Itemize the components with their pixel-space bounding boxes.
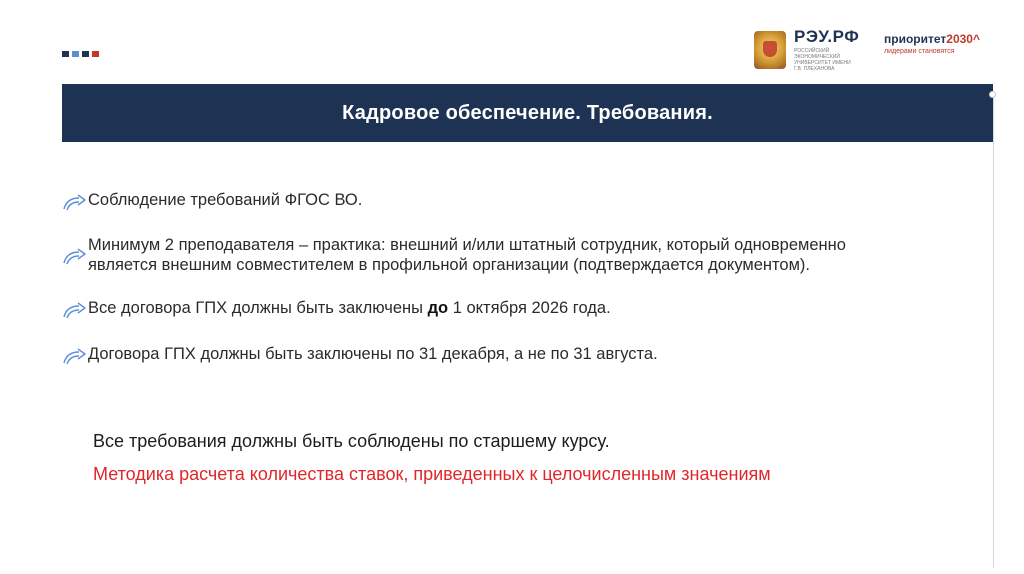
bullet-item <box>62 190 362 211</box>
logo-text <box>794 27 860 72</box>
curved-arrow-icon <box>62 193 88 211</box>
decor-dot <box>989 91 996 98</box>
university-logo <box>754 27 860 72</box>
decor-square <box>72 51 79 57</box>
bullet-item <box>62 235 846 275</box>
bullet-text-line: Минимум 2 преподавателя – практика: внешний и/или штатный сотрудник, который одновременно <box>88 236 846 254</box>
priority-year: 2030^ <box>946 32 980 46</box>
bullet-text-part: 1 октября 2026 года. <box>448 299 611 317</box>
priority-title <box>884 32 980 46</box>
bullet-text-part: Все договора ГПХ должны быть заключены <box>88 299 428 317</box>
curved-arrow-icon <box>62 247 88 265</box>
decor-square <box>82 51 89 57</box>
priority-slogan: лидерами становятся <box>884 48 955 55</box>
bullet-text: Договора ГПХ должны быть заключены по 31 декабря, а не по 31 августа. <box>88 345 658 363</box>
coat-of-arms-icon <box>754 31 786 69</box>
priority-word: приоритет <box>884 32 947 46</box>
method-note: Методика расчета количества ставок, приведенных к целочисленным значениям <box>93 464 771 484</box>
logo-subtitle: РОССИЙСКИЙ ЭКОНОМИЧЕСКИЙ УНИВЕРСИТЕТ ИМЕНИ Г.В. ПЛЕХАНОВА <box>794 48 851 72</box>
slide-title: Кадровое обеспечение. Требования. <box>342 101 713 124</box>
priority-2030-logo <box>884 32 980 55</box>
decor-squares <box>62 51 99 57</box>
title-banner <box>62 84 993 142</box>
curved-arrow-icon <box>62 301 88 319</box>
decor-vertical-line <box>993 98 994 568</box>
bullet-text: Соблюдение требований ФГОС ВО. <box>88 191 363 209</box>
curved-arrow-icon <box>62 347 88 365</box>
decor-square <box>62 51 69 57</box>
bullet-text <box>88 235 846 275</box>
bullet-text <box>88 298 611 318</box>
bullet-item <box>62 344 658 365</box>
decor-square <box>92 51 99 57</box>
logo-name: РЭУ.РФ <box>794 27 860 46</box>
requirement-note: Все требования должны быть соблюдены по старшему курсу. <box>93 431 610 451</box>
bullet-text-line: является внешним совместителем в профильной организации (подтверждается документом). <box>88 256 810 274</box>
bullet-item <box>62 298 611 319</box>
bullet-text-emphasis: до <box>427 299 449 317</box>
